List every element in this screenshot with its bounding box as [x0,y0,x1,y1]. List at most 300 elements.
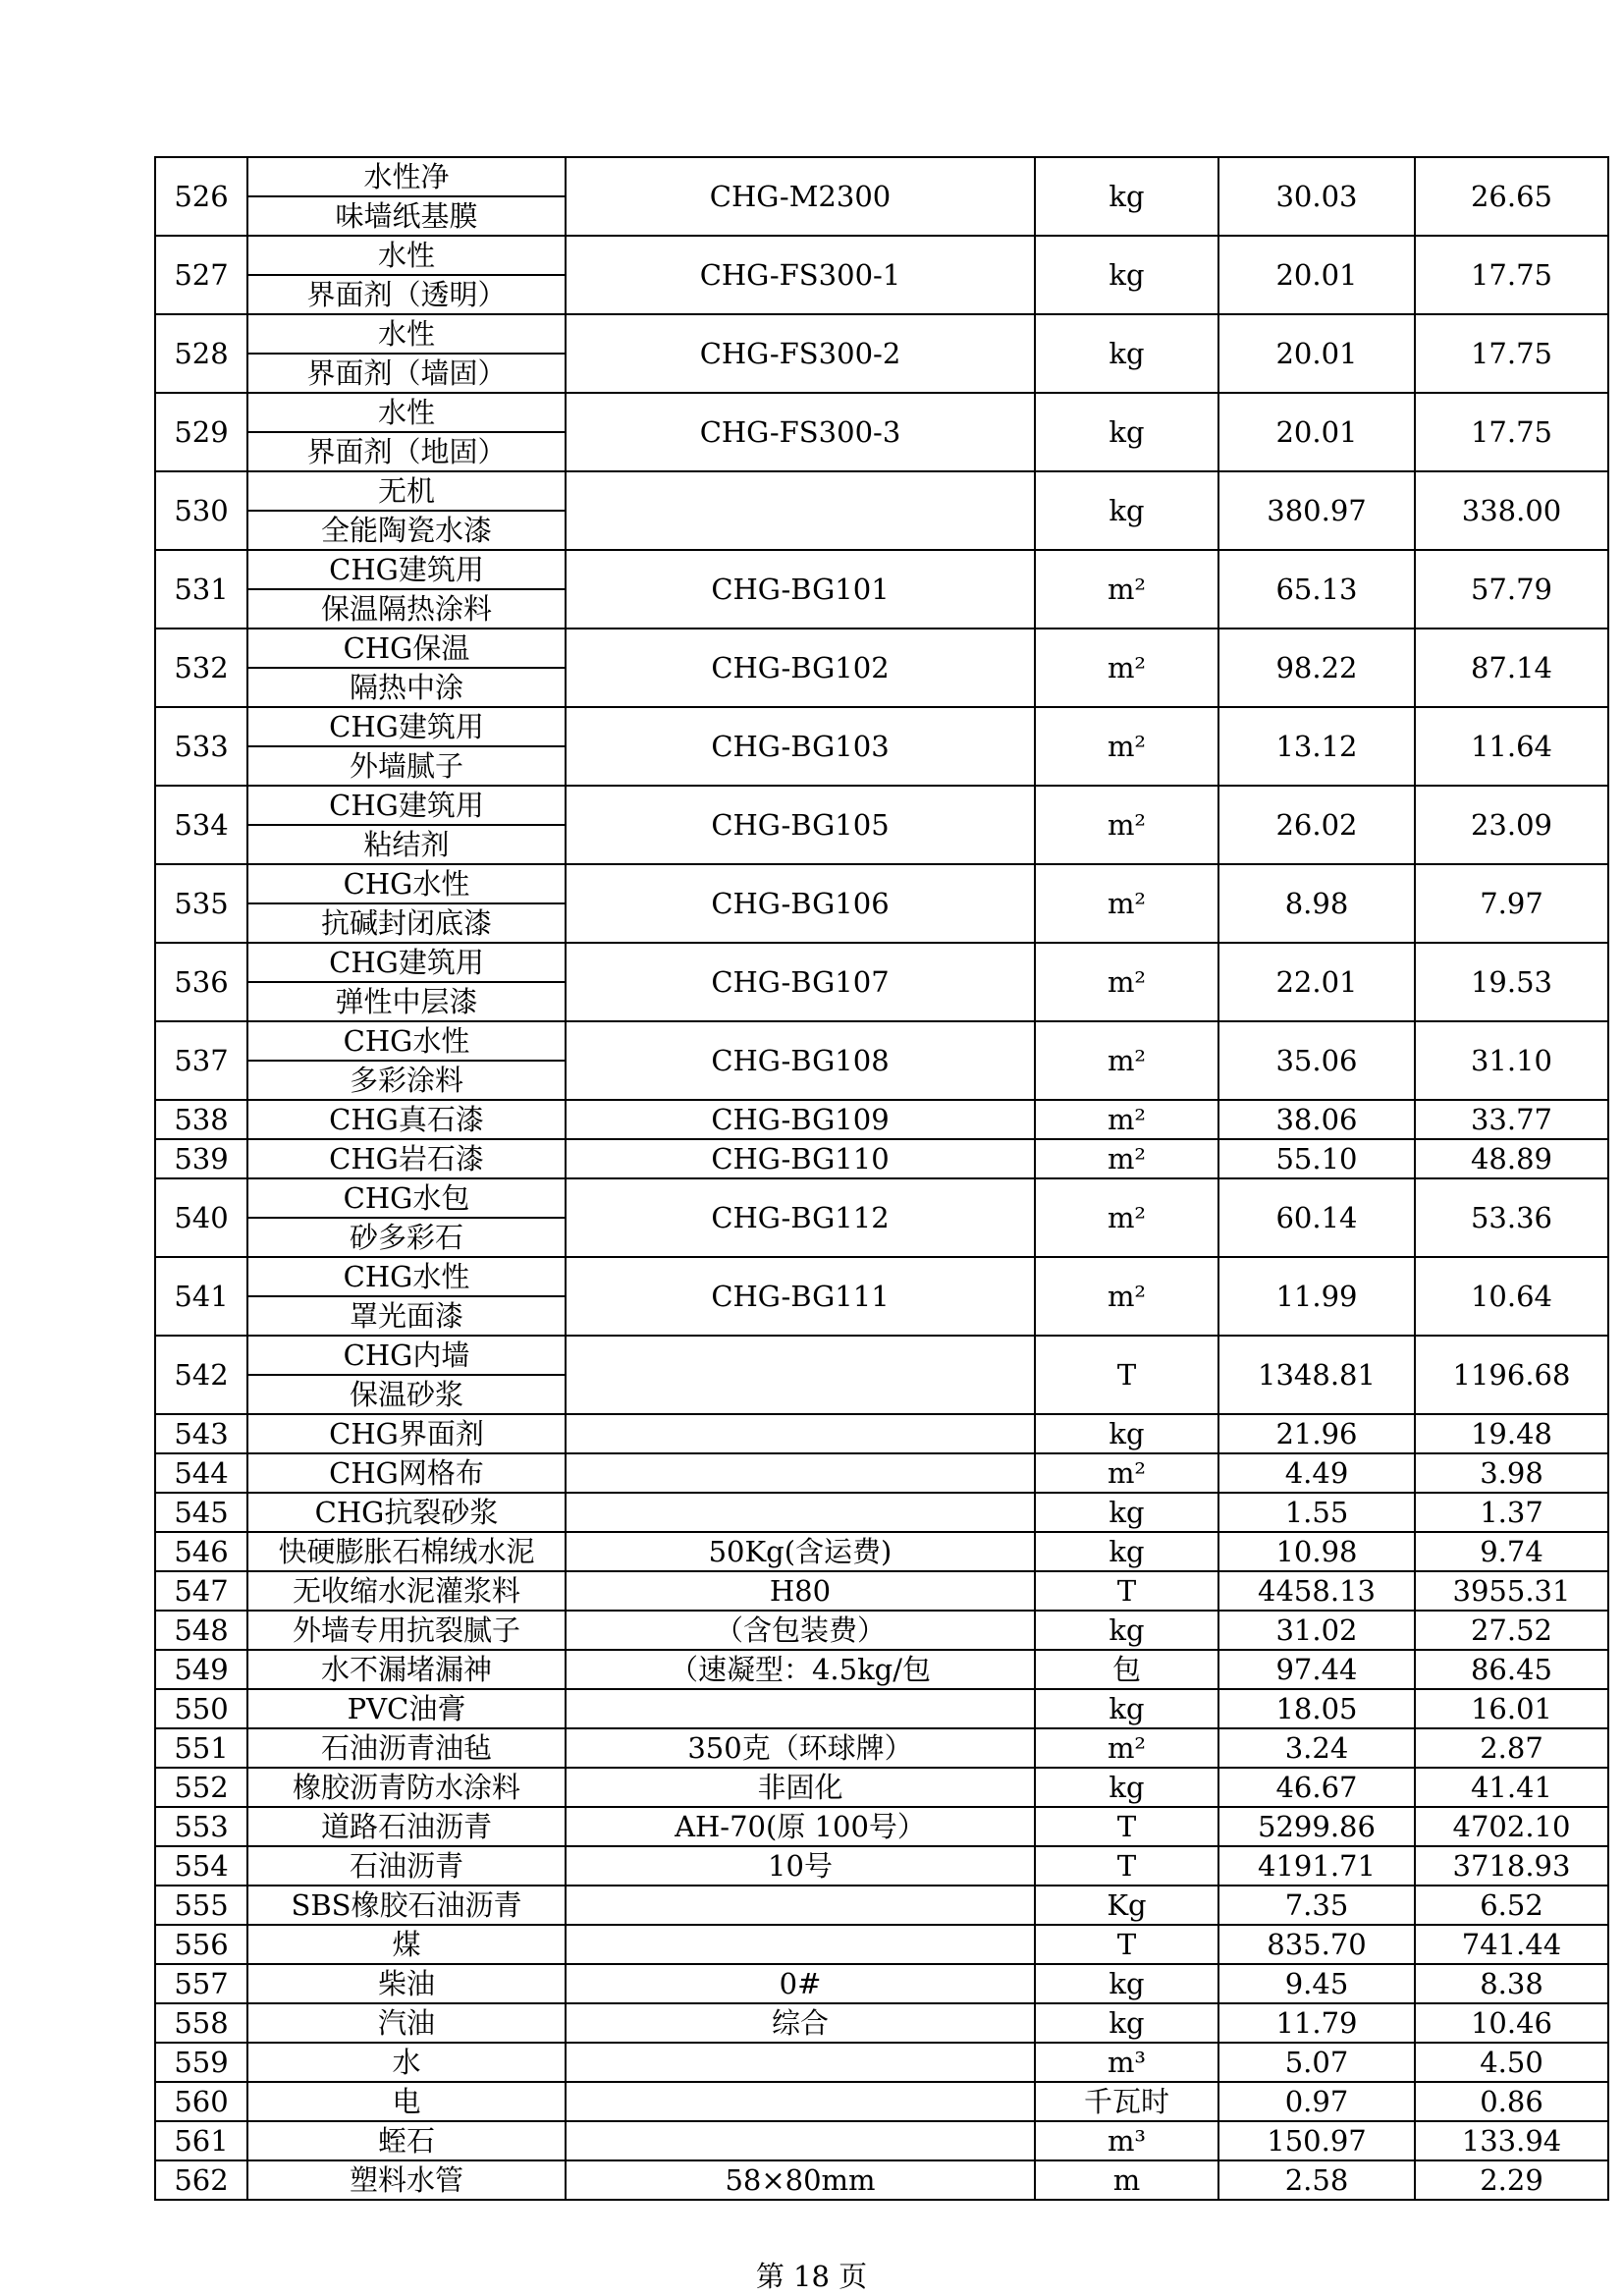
price-cell: 11.99 [1218,1257,1415,1336]
material-name-line: CHG建筑用 [248,551,565,590]
material-name-line: 多彩涂料 [349,1064,463,1097]
unit-cell: kg [1035,1689,1218,1728]
spec-cell: AH-70(原 100号） [566,1807,1035,1846]
price-table [154,156,1609,2201]
material-name-line: CHG网格布 [329,1456,484,1490]
unit-cell: kg [1035,1611,1218,1650]
material-name-cell [247,2082,566,2121]
table-row [155,1532,1608,1571]
material-name-cell [247,1178,566,1257]
price-cell: 33.77 [1415,1100,1608,1139]
row-number-cell: 548 [155,1611,247,1650]
price-cell: 86.45 [1415,1650,1608,1689]
material-name-cell [247,943,566,1021]
table-row [155,629,1608,707]
material-name-cell [247,393,566,471]
price-cell: 35.06 [1218,1021,1415,1100]
row-number-cell: 530 [155,471,247,550]
table-row [155,1178,1608,1257]
price-cell: 5299.86 [1218,1807,1415,1846]
material-name-cell [247,314,566,393]
unit-cell: kg [1035,1493,1218,1532]
material-name-cell [247,1807,566,1846]
price-cell: 2.58 [1218,2160,1415,2200]
unit-cell: T [1035,1925,1218,1964]
table-row [155,1453,1608,1493]
row-number-cell: 543 [155,1414,247,1453]
spec-cell: 58×80mm [566,2160,1035,2200]
spec-cell [566,471,1035,550]
table-row [155,314,1608,393]
table-row [155,707,1608,786]
material-name-line: 外墙专用抗裂腻子 [292,1613,520,1647]
material-name-cell [247,1768,566,1807]
price-cell: 98.22 [1218,629,1415,707]
spec-cell: （速凝型：4.5kg/包 [566,1650,1035,1689]
material-name-line: 塑料水管 [349,2163,463,2197]
row-number-cell: 541 [155,1257,247,1336]
material-name-line: 保温隔热涂料 [320,592,492,626]
spec-cell [566,1336,1035,1414]
price-cell: 53.36 [1415,1178,1608,1257]
row-number-cell: 528 [155,314,247,393]
unit-cell: m² [1035,1257,1218,1336]
material-name-cell [247,471,566,550]
table-row [155,864,1608,943]
spec-cell: （含包装费） [566,1611,1035,1650]
table-row [155,157,1608,236]
price-cell: 31.10 [1415,1021,1608,1100]
material-name-cell [247,1021,566,1100]
price-cell: 11.79 [1218,2003,1415,2043]
unit-cell: m² [1035,786,1218,864]
unit-cell: T [1035,1571,1218,1611]
unit-cell: m [1035,2160,1218,2200]
price-cell: 3.24 [1218,1728,1415,1768]
unit-cell: m² [1035,1021,1218,1100]
material-name-cell [247,550,566,629]
unit-cell: m³ [1035,2121,1218,2160]
price-cell: 4458.13 [1218,1571,1415,1611]
material-name-line: 味墙纸基膜 [335,199,478,233]
price-cell: 1196.68 [1415,1336,1608,1414]
price-cell: 22.01 [1218,943,1415,1021]
price-cell: 18.05 [1218,1689,1415,1728]
price-cell: 60.14 [1218,1178,1415,1257]
material-name-line: CHG水性 [248,1022,565,1062]
spec-cell [566,1493,1035,1532]
material-name-line: 柴油 [377,1967,435,2000]
material-name-line: CHG水性 [248,865,565,904]
material-name-cell [247,2043,566,2082]
spec-cell [566,1414,1035,1453]
spec-cell: CHG-BG106 [566,864,1035,943]
material-name-line: CHG建筑用 [248,944,565,983]
material-name-line: 快硬膨胀石棉绒水泥 [278,1535,535,1568]
material-name-cell [247,1414,566,1453]
material-name-cell [247,1571,566,1611]
spec-cell: CHG-BG105 [566,786,1035,864]
table-row [155,471,1608,550]
material-name-line: 石油沥青油毡 [320,1731,492,1765]
row-number-cell: 527 [155,236,247,314]
row-number-cell: 529 [155,393,247,471]
unit-cell: kg [1035,1414,1218,1453]
price-cell: 55.10 [1218,1139,1415,1178]
row-number-cell: 555 [155,1886,247,1925]
row-number-cell: 559 [155,2043,247,2082]
table-row [155,236,1608,314]
table-row [155,1689,1608,1728]
row-number-cell: 560 [155,2082,247,2121]
spec-cell: 50Kg(含运费) [566,1532,1035,1571]
spec-cell: CHG-FS300-1 [566,236,1035,314]
unit-cell: m² [1035,864,1218,943]
material-name-line: CHG保温 [248,629,565,669]
table-row [155,1964,1608,2003]
unit-cell: m² [1035,707,1218,786]
material-name-cell [247,629,566,707]
material-name-line: CHG抗裂砂浆 [314,1496,499,1529]
row-number-cell: 534 [155,786,247,864]
price-cell: 10.46 [1415,2003,1608,2043]
material-name-line: 汽油 [377,2006,435,2040]
material-name-cell [247,786,566,864]
row-number-cell: 535 [155,864,247,943]
row-number-cell: 557 [155,1964,247,2003]
material-name-cell [247,2160,566,2200]
price-cell: 380.97 [1218,471,1415,550]
material-name-cell [247,2121,566,2160]
price-cell: 21.96 [1218,1414,1415,1453]
material-name-cell [247,157,566,236]
table-row [155,2003,1608,2043]
spec-cell: CHG-FS300-3 [566,393,1035,471]
price-cell: 1.55 [1218,1493,1415,1532]
price-cell: 11.64 [1415,707,1608,786]
spec-cell [566,2043,1035,2082]
material-name-cell [247,864,566,943]
price-cell: 2.29 [1415,2160,1608,2200]
material-name-line: CHG界面剂 [329,1417,484,1450]
price-table-body [155,157,1608,2200]
unit-cell: 包 [1035,1650,1218,1689]
material-name-cell [247,1100,566,1139]
price-cell: 97.44 [1218,1650,1415,1689]
material-name-cell [247,1846,566,1886]
material-name-line: 界面剂（墙固） [306,356,507,390]
material-name-line: 水不漏堵漏神 [320,1653,492,1686]
price-cell: 7.35 [1218,1886,1415,1925]
unit-cell: m² [1035,1728,1218,1768]
price-cell: 17.75 [1415,393,1608,471]
table-row [155,1414,1608,1453]
price-cell: 20.01 [1218,236,1415,314]
price-cell: 87.14 [1415,629,1608,707]
row-number-cell: 536 [155,943,247,1021]
table-row [155,1650,1608,1689]
material-name-cell [247,1453,566,1493]
unit-cell: kg [1035,1532,1218,1571]
material-name-cell [247,1532,566,1571]
row-number-cell: 545 [155,1493,247,1532]
material-name-line: CHG建筑用 [248,787,565,826]
table-row [155,1846,1608,1886]
unit-cell: kg [1035,1964,1218,2003]
material-name-cell [247,1257,566,1336]
row-number-cell: 556 [155,1925,247,1964]
material-name-line: 水性 [248,237,565,276]
price-cell: 10.98 [1218,1532,1415,1571]
material-name-cell [247,1650,566,1689]
material-name-cell [247,2003,566,2043]
material-name-line: 道路石油沥青 [320,1810,492,1843]
price-cell: 48.89 [1415,1139,1608,1178]
spec-cell [566,1689,1035,1728]
table-row [155,2121,1608,2160]
row-number-cell: 533 [155,707,247,786]
unit-cell: kg [1035,314,1218,393]
row-number-cell: 561 [155,2121,247,2160]
table-row [155,1925,1608,1964]
spec-cell: CHG-M2300 [566,157,1035,236]
material-name-line: 橡胶沥青防水涂料 [292,1771,520,1804]
unit-cell: 千瓦时 [1035,2082,1218,2121]
row-number-cell: 537 [155,1021,247,1100]
row-number-cell: 549 [155,1650,247,1689]
price-cell: 10.64 [1415,1257,1608,1336]
material-name-line: 罩光面漆 [349,1299,463,1333]
unit-cell: kg [1035,1768,1218,1807]
material-name-line: 水性 [248,315,565,355]
table-row [155,393,1608,471]
unit-cell: kg [1035,157,1218,236]
material-name-line: 水 [392,2046,421,2079]
spec-cell [566,1925,1035,1964]
table-row [155,1336,1608,1414]
material-name-line: 水性 [248,394,565,433]
unit-cell: m² [1035,550,1218,629]
price-cell: 38.06 [1218,1100,1415,1139]
spec-cell: CHG-BG103 [566,707,1035,786]
spec-cell [566,1886,1035,1925]
material-name-cell [247,1336,566,1414]
price-cell: 6.52 [1415,1886,1608,1925]
material-name-line: 全能陶瓷水漆 [320,514,492,547]
material-name-cell [247,1964,566,2003]
price-cell: 4191.71 [1218,1846,1415,1886]
material-name-line: SBS橡胶石油沥青 [291,1888,522,1922]
row-number-cell: 538 [155,1100,247,1139]
material-name-line: CHG岩石漆 [329,1142,484,1175]
material-name-cell [247,1689,566,1728]
row-number-cell: 551 [155,1728,247,1768]
spec-cell: CHG-BG107 [566,943,1035,1021]
row-number-cell: 542 [155,1336,247,1414]
price-cell: 835.70 [1218,1925,1415,1964]
unit-cell: m² [1035,943,1218,1021]
unit-cell: m² [1035,1100,1218,1139]
row-number-cell: 531 [155,550,247,629]
spec-cell: 0# [566,1964,1035,2003]
row-number-cell: 558 [155,2003,247,2043]
material-name-line: 界面剂（地固） [306,435,507,468]
price-cell: 133.94 [1415,2121,1608,2160]
row-number-cell: 547 [155,1571,247,1611]
spec-cell: CHG-BG108 [566,1021,1035,1100]
price-cell: 23.09 [1415,786,1608,864]
material-name-cell [247,707,566,786]
price-cell: 3955.31 [1415,1571,1608,1611]
row-number-cell: 544 [155,1453,247,1493]
material-name-cell [247,1728,566,1768]
price-cell: 41.41 [1415,1768,1608,1807]
material-name-line: CHG真石漆 [329,1103,484,1136]
table-row [155,1611,1608,1650]
spec-cell: CHG-BG110 [566,1139,1035,1178]
material-name-cell [247,1139,566,1178]
material-name-line: 水性净 [248,158,565,197]
price-cell: 19.48 [1415,1414,1608,1453]
material-name-line: 保温砂浆 [349,1378,463,1411]
material-name-line: CHG水性 [248,1258,565,1297]
material-name-line: 无收缩水泥灌浆料 [292,1574,520,1608]
price-cell: 0.86 [1415,2082,1608,2121]
material-name-line: 隔热中涂 [349,671,463,704]
price-cell: 31.02 [1218,1611,1415,1650]
row-number-cell: 562 [155,2160,247,2200]
spec-cell [566,2121,1035,2160]
price-cell: 19.53 [1415,943,1608,1021]
spec-cell: 10号 [566,1846,1035,1886]
material-name-line: PVC油膏 [347,1692,466,1725]
table-row [155,2082,1608,2121]
table-row [155,1139,1608,1178]
price-cell: 7.97 [1415,864,1608,943]
spec-cell: CHG-BG101 [566,550,1035,629]
material-name-line: 电 [392,2085,421,2118]
material-name-line: 界面剂（透明） [306,278,507,311]
price-cell: 17.75 [1415,236,1608,314]
price-cell: 1.37 [1415,1493,1608,1532]
unit-cell: m² [1035,629,1218,707]
unit-cell: Kg [1035,1886,1218,1925]
material-name-line: 煤 [392,1928,421,1961]
material-name-line: 砂多彩石 [349,1221,463,1254]
material-name-line: CHG内墙 [248,1337,565,1376]
price-cell: 3.98 [1415,1453,1608,1493]
row-number-cell: 546 [155,1532,247,1571]
material-name-cell [247,1925,566,1964]
price-cell: 8.98 [1218,864,1415,943]
unit-cell: m² [1035,1139,1218,1178]
price-cell: 57.79 [1415,550,1608,629]
spec-cell: CHG-BG102 [566,629,1035,707]
price-cell: 741.44 [1415,1925,1608,1964]
material-name-line: 蛭石 [377,2124,435,2158]
unit-cell: kg [1035,393,1218,471]
price-cell: 30.03 [1218,157,1415,236]
unit-cell: kg [1035,236,1218,314]
unit-cell: T [1035,1807,1218,1846]
unit-cell: m² [1035,1453,1218,1493]
price-cell: 4.49 [1218,1453,1415,1493]
unit-cell: kg [1035,2003,1218,2043]
price-cell: 3718.93 [1415,1846,1608,1886]
spec-cell: CHG-BG109 [566,1100,1035,1139]
table-row [155,1768,1608,1807]
price-cell: 9.45 [1218,1964,1415,2003]
row-number-cell: 540 [155,1178,247,1257]
material-name-cell [247,1886,566,1925]
table-row [155,1728,1608,1768]
material-name-line: CHG水包 [248,1179,565,1219]
price-cell: 150.97 [1218,2121,1415,2160]
price-cell: 4.50 [1415,2043,1608,2082]
table-row [155,786,1608,864]
price-cell: 20.01 [1218,314,1415,393]
table-row [155,2043,1608,2082]
spec-cell: CHG-BG111 [566,1257,1035,1336]
price-cell: 26.02 [1218,786,1415,864]
table-row [155,1257,1608,1336]
material-name-cell [247,1493,566,1532]
material-name-line: 抗碱封闭底漆 [320,906,492,940]
material-name-line: 无机 [248,472,565,512]
table-row [155,1493,1608,1532]
price-cell: 65.13 [1218,550,1415,629]
price-cell: 27.52 [1415,1611,1608,1650]
unit-cell: kg [1035,471,1218,550]
row-number-cell: 526 [155,157,247,236]
spec-cell: CHG-BG112 [566,1178,1035,1257]
price-cell: 4702.10 [1415,1807,1608,1846]
spec-cell [566,2082,1035,2121]
spec-cell: 350克（环球牌） [566,1728,1035,1768]
price-cell: 338.00 [1415,471,1608,550]
table-row [155,1886,1608,1925]
spec-cell [566,1453,1035,1493]
price-cell: 26.65 [1415,157,1608,236]
table-row [155,1100,1608,1139]
unit-cell: T [1035,1336,1218,1414]
row-number-cell: 554 [155,1846,247,1886]
price-cell: 9.74 [1415,1532,1608,1571]
row-number-cell: 550 [155,1689,247,1728]
row-number-cell: 539 [155,1139,247,1178]
price-cell: 2.87 [1415,1728,1608,1768]
row-number-cell: 532 [155,629,247,707]
price-cell: 1348.81 [1218,1336,1415,1414]
material-name-line: 弹性中层漆 [335,985,478,1018]
material-name-line: 石油沥青 [349,1849,463,1883]
spec-cell: CHG-FS300-2 [566,314,1035,393]
price-table-container [154,156,1607,2201]
price-cell: 17.75 [1415,314,1608,393]
price-cell: 0.97 [1218,2082,1415,2121]
spec-cell: 非固化 [566,1768,1035,1807]
material-name-line: 粘结剂 [363,828,450,861]
table-row [155,943,1608,1021]
table-row [155,1571,1608,1611]
table-row [155,550,1608,629]
spec-cell: H80 [566,1571,1035,1611]
unit-cell: m³ [1035,2043,1218,2082]
price-cell: 5.07 [1218,2043,1415,2082]
unit-cell: m² [1035,1178,1218,1257]
row-number-cell: 553 [155,1807,247,1846]
spec-cell: 综合 [566,2003,1035,2043]
